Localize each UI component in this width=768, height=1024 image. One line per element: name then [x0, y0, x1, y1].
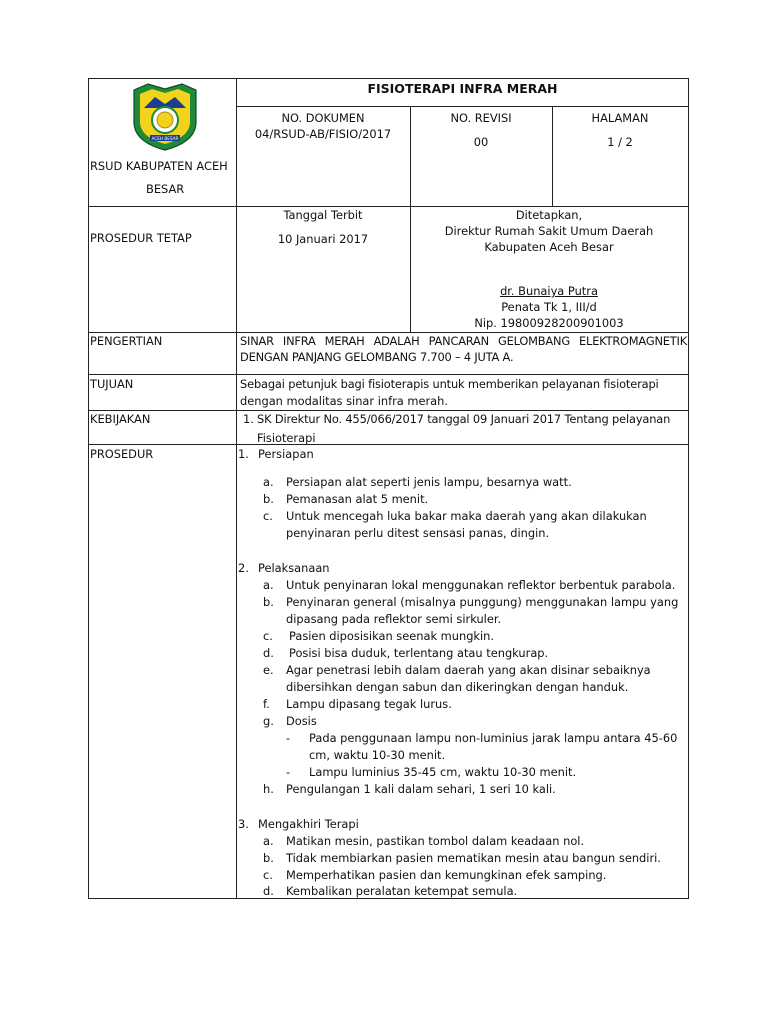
step-1b-text: Pemanasan alat 5 menit.	[286, 492, 429, 506]
revision-label: NO. REVISI	[450, 111, 512, 125]
signer-nip: Nip. 19800928200901003	[474, 316, 624, 330]
policy-line2: Fisioterapi	[257, 431, 316, 445]
document-number-value: 04/RSUD-AB/FISIO/2017	[254, 127, 392, 141]
step-2b-marker: b.	[263, 595, 274, 609]
step-2f-text: Lampu dipasang tegak lurus.	[286, 697, 452, 711]
procedure-type-label: PROSEDUR TETAP	[90, 231, 192, 245]
definition-line1	[240, 333, 687, 349]
step-2b-text-line2: dipasang pada reflektor semi sirkuler.	[286, 612, 502, 626]
purpose-line1: Sebagai petunjuk bagi fisioterapis untuk memberikan pelayanan fisioterapi	[240, 377, 659, 391]
step-2g-marker: g.	[263, 714, 274, 728]
step-2-title: Pelaksanaan	[258, 561, 330, 575]
step-3b-text: Tidak membiarkan pasien mematikan mesin atau bangun sendiri.	[286, 851, 661, 865]
svg-text:ACEH BESAR: ACEH BESAR	[151, 136, 179, 141]
step-3b-marker: b.	[263, 851, 274, 865]
purpose-label: TUJUAN	[90, 377, 134, 391]
step-2g1-marker: -	[286, 731, 291, 745]
page-label: HALAMAN	[591, 111, 649, 125]
step-1a-text: Persiapan alat seperti jenis lampu, besarnya watt.	[286, 475, 572, 489]
approval-line2: Direktur Rumah Sakit Umum Daerah	[444, 224, 654, 238]
step-2c-text: Pasien diposisikan seenak mungkin.	[289, 629, 495, 643]
step-1c-text-line1: Untuk mencegah luka bakar maka daerah yang akan dilakukan	[286, 509, 647, 523]
title-divider	[236, 106, 689, 107]
revision-value: 00	[473, 135, 489, 149]
page-value: 1 / 2	[607, 135, 633, 149]
step-2g2-text: Lampu luminius 35-45 cm, waktu 10-30 menit.	[309, 765, 577, 779]
policy-number: 1.	[243, 412, 254, 426]
step-3c-marker: c.	[263, 868, 273, 882]
policy-label: KEBIJAKAN	[90, 412, 151, 426]
approval-line3: Kabupaten Aceh Besar	[484, 240, 614, 254]
step-3-number: 3.	[238, 817, 249, 831]
hospital-name-line1: RSUD KABUPATEN ACEH	[90, 159, 228, 173]
step-1-title: Persiapan	[258, 447, 314, 461]
step-3a-text: Matikan mesin, pastikan tombol dalam keadaan nol.	[286, 834, 585, 848]
step-1c-marker: c.	[263, 509, 273, 523]
step-2e-text-line2: dibersihkan dengan sabun dan dikeringkan dengan handuk.	[286, 680, 629, 694]
definition-label: PENGERTIAN	[90, 334, 163, 348]
issue-date-label: Tanggal Terbit	[283, 208, 363, 222]
step-3-title: Mengakhiri Terapi	[258, 817, 359, 831]
table-border-top	[88, 78, 689, 79]
signer-name: dr. Bunaiya Putra	[500, 284, 598, 298]
step-3c-text: Memperhatikan pasien dan kemungkinan efek samping.	[286, 868, 607, 882]
step-2g-text: Dosis	[286, 714, 317, 728]
step-2g1-text-line2: cm, waktu 10-30 menit.	[309, 748, 446, 762]
step-2g1-text-line1: Pada penggunaan lampu non-luminius jarak lampu antara 45-60	[309, 731, 678, 745]
definition-word: GELOMBANG	[498, 334, 570, 348]
step-2b-text-line1: Penyinaran general (misalnya punggung) menggunakan lampu yang	[286, 595, 679, 609]
step-1a-marker: a.	[263, 475, 274, 489]
definition-word: PANCARAN	[428, 334, 489, 348]
approval-line1: Ditetapkan,	[515, 208, 583, 222]
step-3d-text: Kembalikan peralatan ketempat semula.	[286, 884, 518, 898]
table-border-left	[88, 78, 89, 899]
step-2e-text-line1: Agar penetrasi lebih dalam daerah yang akan disinar sebaiknya	[286, 663, 651, 677]
hospital-logo	[130, 82, 200, 152]
definition-word: ELEKTROMAGNETIK	[579, 334, 687, 348]
document-number-label: NO. DOKUMEN	[281, 111, 365, 125]
step-2h-marker: h.	[263, 782, 274, 796]
step-2d-marker: d.	[263, 646, 274, 660]
row-divider-definition	[88, 374, 689, 375]
step-3d-marker: d.	[263, 884, 274, 898]
step-1-number: 1.	[238, 447, 249, 461]
row-divider-policy	[88, 444, 689, 445]
procedure-steps-label: PROSEDUR	[90, 447, 154, 461]
step-2a-text: Untuk penyinaran lokal menggunakan reflektor berbentuk parabola.	[286, 578, 676, 592]
purpose-line2: dengan modalitas sinar infra merah.	[240, 394, 449, 408]
column-divider	[236, 78, 237, 899]
definition-word: SINAR	[240, 334, 274, 348]
table-border-right	[688, 78, 689, 899]
step-2a-marker: a.	[263, 578, 274, 592]
step-2e-marker: e.	[263, 663, 274, 677]
step-2-number: 2.	[238, 561, 249, 575]
step-2f-marker: f.	[263, 697, 270, 711]
definition-line2: DENGAN PANJANG GELOMBANG 7.700 – 4 JUTA A.	[240, 350, 514, 364]
step-2g2-marker: -	[286, 765, 291, 779]
policy-line1: SK Direktur No. 455/066/2017 tanggal 09 Januari 2017 Tentang pelayanan	[257, 412, 671, 426]
definition-word: MERAH	[324, 334, 365, 348]
step-2c-marker: c.	[263, 629, 273, 643]
step-3a-marker: a.	[263, 834, 274, 848]
step-2d-text: Posisi bisa duduk, terlentang atau tengkurap.	[289, 646, 549, 660]
step-1b-marker: b.	[263, 492, 274, 506]
step-1c-text-line2: penyinaran perlu ditest sensasi panas, dingin.	[286, 526, 550, 540]
document-title: FISIOTERAPI INFRA MERAH	[367, 81, 558, 96]
signer-rank: Penata Tk 1, III/d	[501, 300, 597, 314]
definition-word: ADALAH	[373, 334, 420, 348]
step-2h-text: Pengulangan 1 kali dalam sehari, 1 seri 10 kali.	[286, 782, 556, 796]
definition-word: INFRA	[282, 334, 316, 348]
hospital-name-line2: BESAR	[146, 182, 185, 196]
issue-date-value: 10 Januari 2017	[277, 232, 369, 246]
